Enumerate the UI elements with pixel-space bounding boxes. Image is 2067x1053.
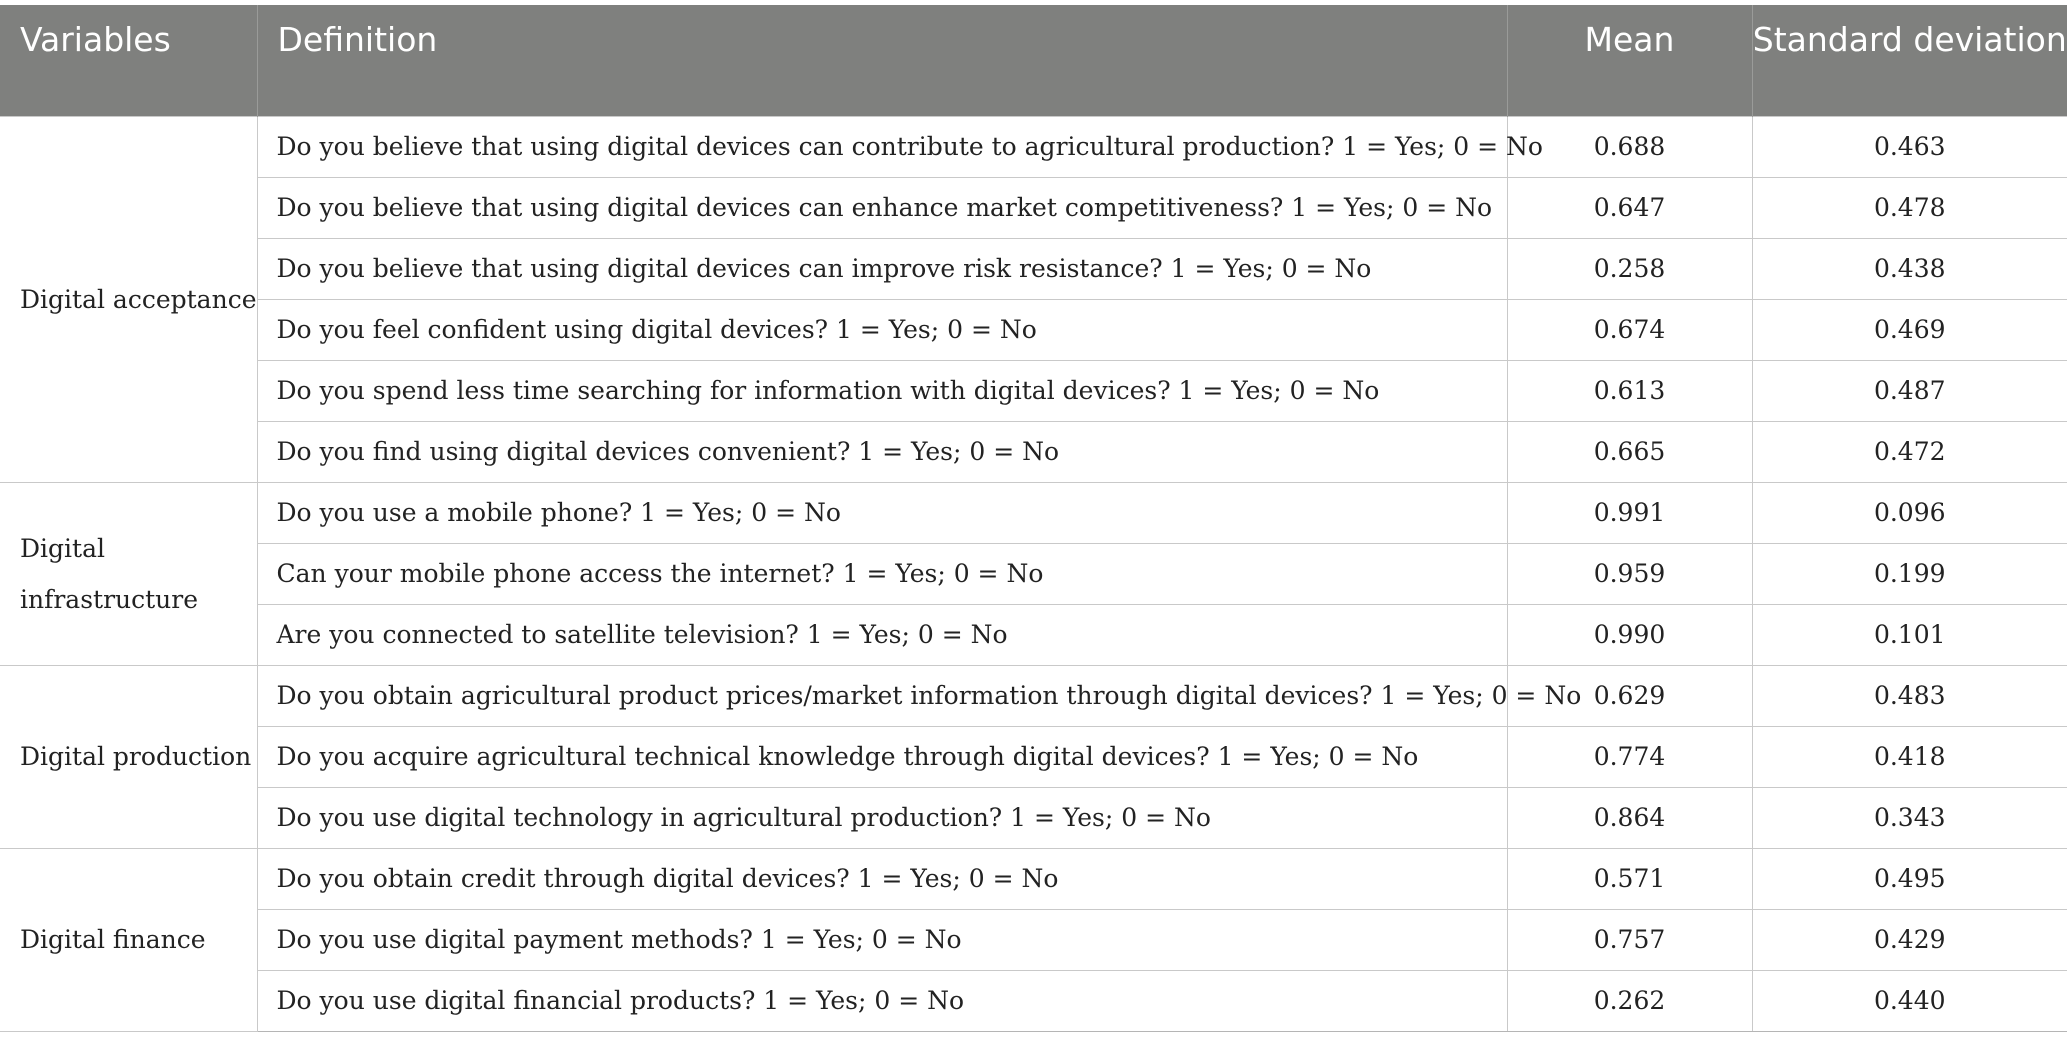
sd-cell: 0.469 [1752,299,2067,360]
header-definition: Definition [257,5,1507,116]
table-row [0,177,2067,238]
sd-cell: 0.096 [1752,482,2067,543]
definition-cell: Do you use a mobile phone? 1 = Yes; 0 = No [257,482,1507,543]
mean-cell: 0.665 [1507,421,1752,482]
sd-cell: 0.495 [1752,848,2067,909]
mean-cell: 0.571 [1507,848,1752,909]
table-row [0,116,2067,177]
definition-cell: Can your mobile phone access the internet? 1 = Yes; 0 = No [257,543,1507,604]
mean-cell: 0.959 [1507,543,1752,604]
definition-cell: Do you use digital financial products? 1 = Yes; 0 = No [257,970,1507,1031]
mean-cell: 0.990 [1507,604,1752,665]
sd-cell: 0.440 [1752,970,2067,1031]
definition-cell: Do you use digital payment methods? 1 = Yes; 0 = No [257,909,1507,970]
definition-cell: Are you connected to satellite television? 1 = Yes; 0 = No [257,604,1507,665]
header-row [0,5,2067,116]
mean-cell: 0.258 [1507,238,1752,299]
header-variables: Variables [0,5,257,116]
variable-digital-infrastructure: Digital infrastructure [0,482,257,665]
sd-cell: 0.463 [1752,116,2067,177]
table-row [0,360,2067,421]
definition-cell: Do you believe that using digital devices can contribute to agricultural production? 1 = Yes; 0 = No [257,116,1507,177]
mean-cell: 0.757 [1507,909,1752,970]
table-body [0,116,2067,1031]
sd-cell: 0.483 [1752,665,2067,726]
variable-digital-production: Digital production [0,665,257,848]
variable-digital-acceptance: Digital acceptance [0,116,257,482]
sd-cell: 0.199 [1752,543,2067,604]
table-header [0,5,2067,116]
header-standard-deviation: Standard deviation [1752,5,2067,116]
table-row [0,909,2067,970]
header-mean: Mean [1507,5,1752,116]
sd-cell: 0.101 [1752,604,2067,665]
table-row [0,787,2067,848]
mean-cell: 0.774 [1507,726,1752,787]
mean-cell: 0.864 [1507,787,1752,848]
sd-cell: 0.429 [1752,909,2067,970]
sd-cell: 0.343 [1752,787,2067,848]
definition-cell: Do you acquire agricultural technical knowledge through digital devices? 1 = Yes; 0 = No [257,726,1507,787]
table-row [0,970,2067,1031]
mean-cell: 0.688 [1507,116,1752,177]
sd-cell: 0.478 [1752,177,2067,238]
mean-cell: 0.613 [1507,360,1752,421]
table-row [0,482,2067,543]
definition-cell: Do you feel confident using digital devices? 1 = Yes; 0 = No [257,299,1507,360]
table-row [0,848,2067,909]
table-row [0,421,2067,482]
table-row [0,665,2067,726]
mean-cell: 0.262 [1507,970,1752,1031]
table-row [0,543,2067,604]
definition-cell: Do you obtain credit through digital devices? 1 = Yes; 0 = No [257,848,1507,909]
definition-cell: Do you find using digital devices convenient? 1 = Yes; 0 = No [257,421,1507,482]
variable-digital-finance: Digital finance [0,848,257,1031]
table-row [0,238,2067,299]
definition-cell: Do you believe that using digital devices can improve risk resistance? 1 = Yes; 0 = No [257,238,1507,299]
sd-cell: 0.438 [1752,238,2067,299]
definition-cell: Do you spend less time searching for information with digital devices? 1 = Yes; 0 = No [257,360,1507,421]
variables-table [0,5,2067,1032]
table-row [0,299,2067,360]
mean-cell: 0.674 [1507,299,1752,360]
mean-cell: 0.629 [1507,665,1752,726]
mean-cell: 0.991 [1507,482,1752,543]
mean-cell: 0.647 [1507,177,1752,238]
sd-cell: 0.418 [1752,726,2067,787]
definition-cell: Do you use digital technology in agricultural production? 1 = Yes; 0 = No [257,787,1507,848]
sd-cell: 0.487 [1752,360,2067,421]
definition-cell: Do you obtain agricultural product prices/market information through digital devices? 1 = Yes; 0 = No [257,665,1507,726]
definition-cell: Do you believe that using digital devices can enhance market competitiveness? 1 = Yes; 0 = No [257,177,1507,238]
table-row [0,726,2067,787]
sd-cell: 0.472 [1752,421,2067,482]
table-row [0,604,2067,665]
